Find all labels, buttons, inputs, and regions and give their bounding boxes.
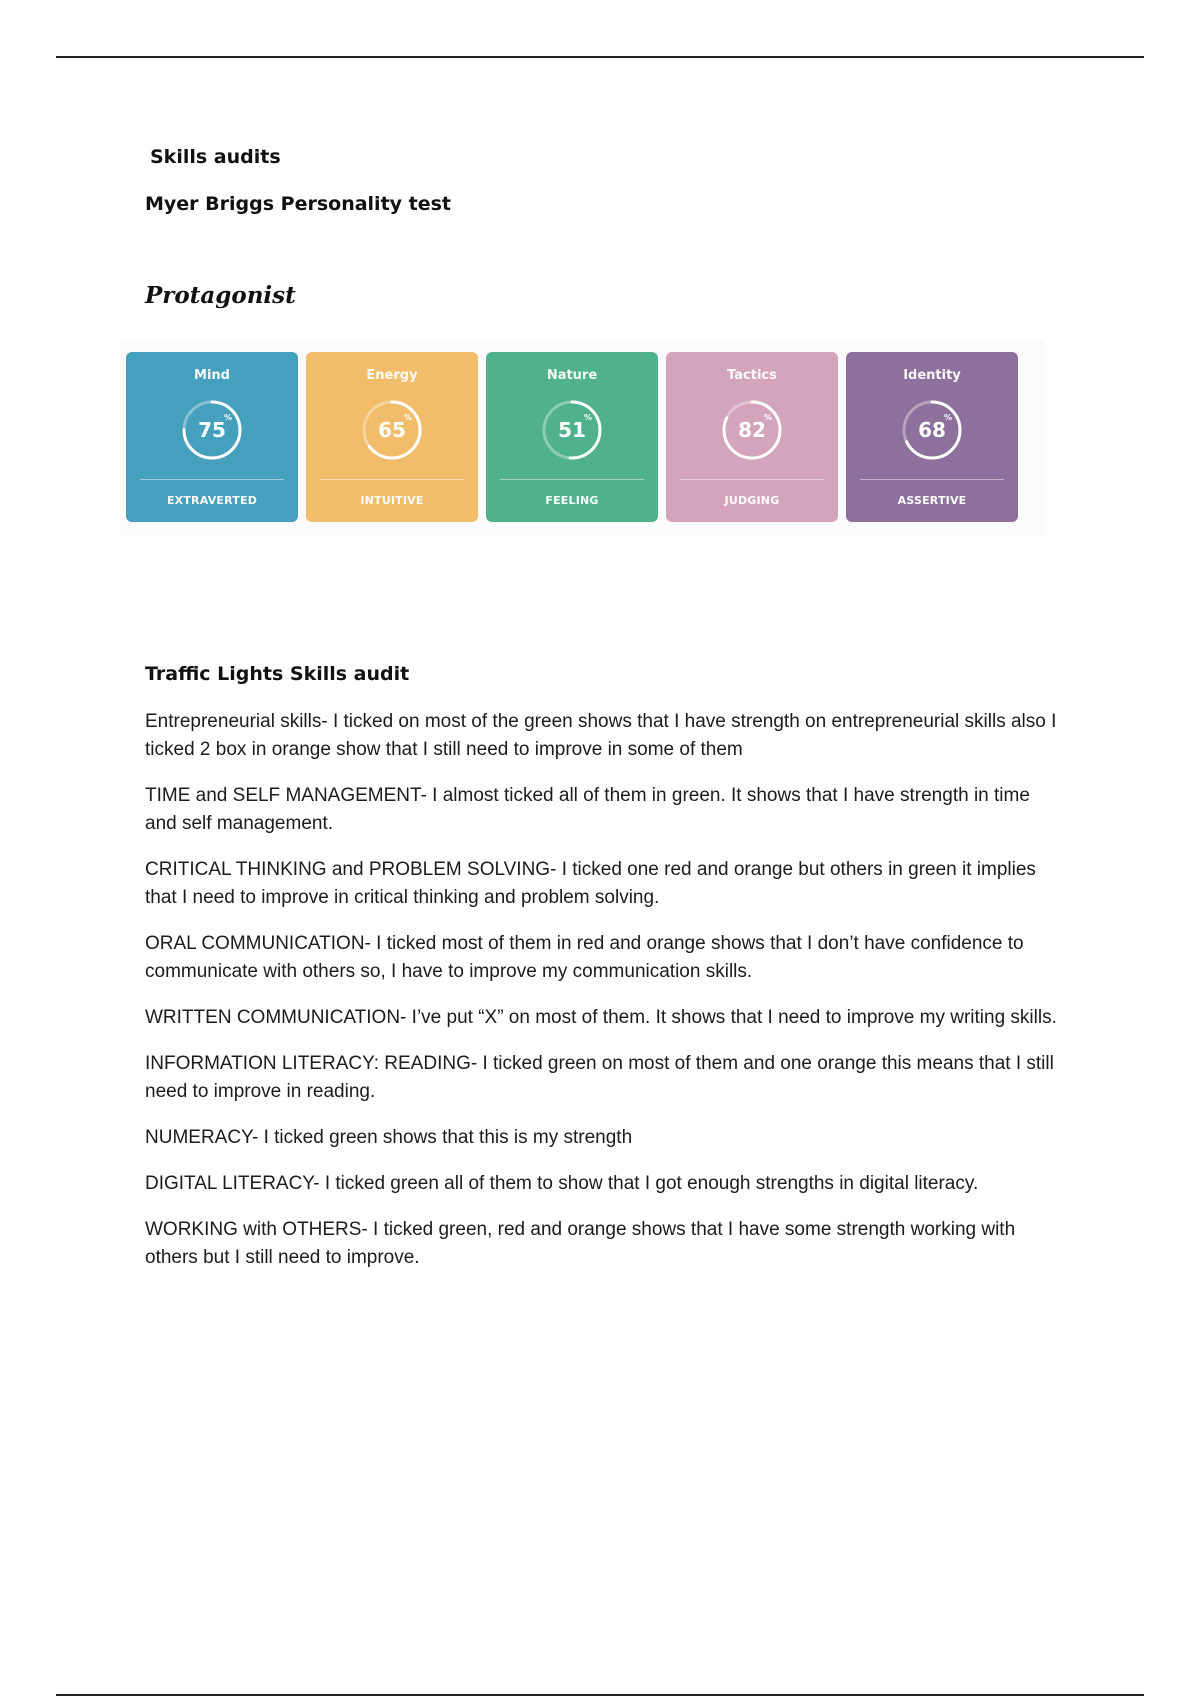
personality-card-identity — [846, 352, 1018, 522]
document-title: Skills audits — [150, 146, 281, 168]
percent-sign: % — [584, 413, 593, 422]
personality-card-tactics — [666, 352, 838, 522]
personality-card-energy — [306, 352, 478, 522]
section-title-myer-briggs: Myer Briggs Personality test — [145, 193, 452, 215]
card-value: 65 — [378, 418, 406, 442]
personality-card-mind — [126, 352, 298, 522]
skill-paragraph: WORKING with OTHERS- I ticked green, red and orange shows that I have some strength working with others but I still need to improve. — [145, 1219, 1016, 1268]
header-rule — [56, 56, 1144, 58]
card-label: Identity — [903, 368, 961, 383]
card-label: Mind — [194, 368, 230, 383]
card-label: Nature — [546, 368, 598, 383]
footer-rule — [56, 1694, 1144, 1696]
skill-paragraph: DIGITAL LITERACY- I ticked green all of them to show that I got enough strengths in digital literacy. — [145, 1173, 979, 1194]
progress-ring — [719, 397, 785, 463]
skill-paragraph: TIME and SELF MANAGEMENT- I almost ticked all of them in green. It shows that I have strength in time and self management. — [145, 785, 1030, 834]
personality-card-nature — [486, 352, 658, 522]
card-label: Energy — [366, 368, 418, 383]
card-trait: ASSERTIVE — [897, 494, 967, 507]
card-trait: JUDGING — [724, 494, 780, 507]
card-trait: INTUITIVE — [360, 494, 424, 507]
card-trait: EXTRAVERTED — [166, 494, 258, 507]
personality-type-title: Protagonist — [145, 282, 296, 309]
card-divider — [680, 479, 824, 480]
percent-sign: % — [224, 413, 233, 422]
card-divider — [320, 479, 464, 480]
personality-cards — [126, 352, 1026, 522]
progress-ring — [899, 397, 965, 463]
progress-ring — [359, 397, 425, 463]
skill-paragraph: INFORMATION LITERACY: READING- I ticked green on most of them and one orange this means that I still need to improve in reading. — [145, 1053, 1054, 1102]
card-label: Tactics — [727, 368, 777, 383]
card-divider — [500, 479, 644, 480]
skill-paragraph: ORAL COMMUNICATION- I ticked most of them in red and orange shows that I don’t have confidence to communicate with others so, I have to improve my communication skills. — [145, 933, 1024, 982]
skill-paragraph: WRITTEN COMMUNICATION- I’ve put “X” on most of them. It shows that I need to improve my writing skills. — [145, 1007, 1057, 1028]
percent-sign: % — [764, 413, 773, 422]
skill-paragraph: CRITICAL THINKING and PROBLEM SOLVING- I ticked one red and orange but others in green it implies that I need to improve in critical thinking and problem solving. — [145, 859, 1036, 908]
card-value: 82 — [738, 418, 766, 442]
card-value: 75 — [198, 418, 226, 442]
card-trait: FEELING — [545, 494, 599, 507]
skill-paragraph: NUMERACY- I ticked green shows that this is my strength — [145, 1127, 633, 1148]
section-title-traffic-lights: Traffic Lights Skills audit — [145, 663, 410, 685]
percent-sign: % — [404, 413, 413, 422]
card-divider — [860, 479, 1004, 480]
card-divider — [140, 479, 284, 480]
percent-sign: % — [944, 413, 953, 422]
skill-paragraph: Entrepreneurial skills- I ticked on most of the green shows that I have strength on entrepreneurial skills also I ticked 2 box in orange show that I still need to improve in some of them — [145, 711, 1057, 760]
progress-ring — [539, 397, 605, 463]
card-value: 51 — [558, 418, 586, 442]
progress-ring — [179, 397, 245, 463]
card-value: 68 — [918, 418, 946, 442]
traffic-lights-paragraphs — [145, 708, 1065, 1290]
personality-cards-image — [120, 340, 1045, 535]
